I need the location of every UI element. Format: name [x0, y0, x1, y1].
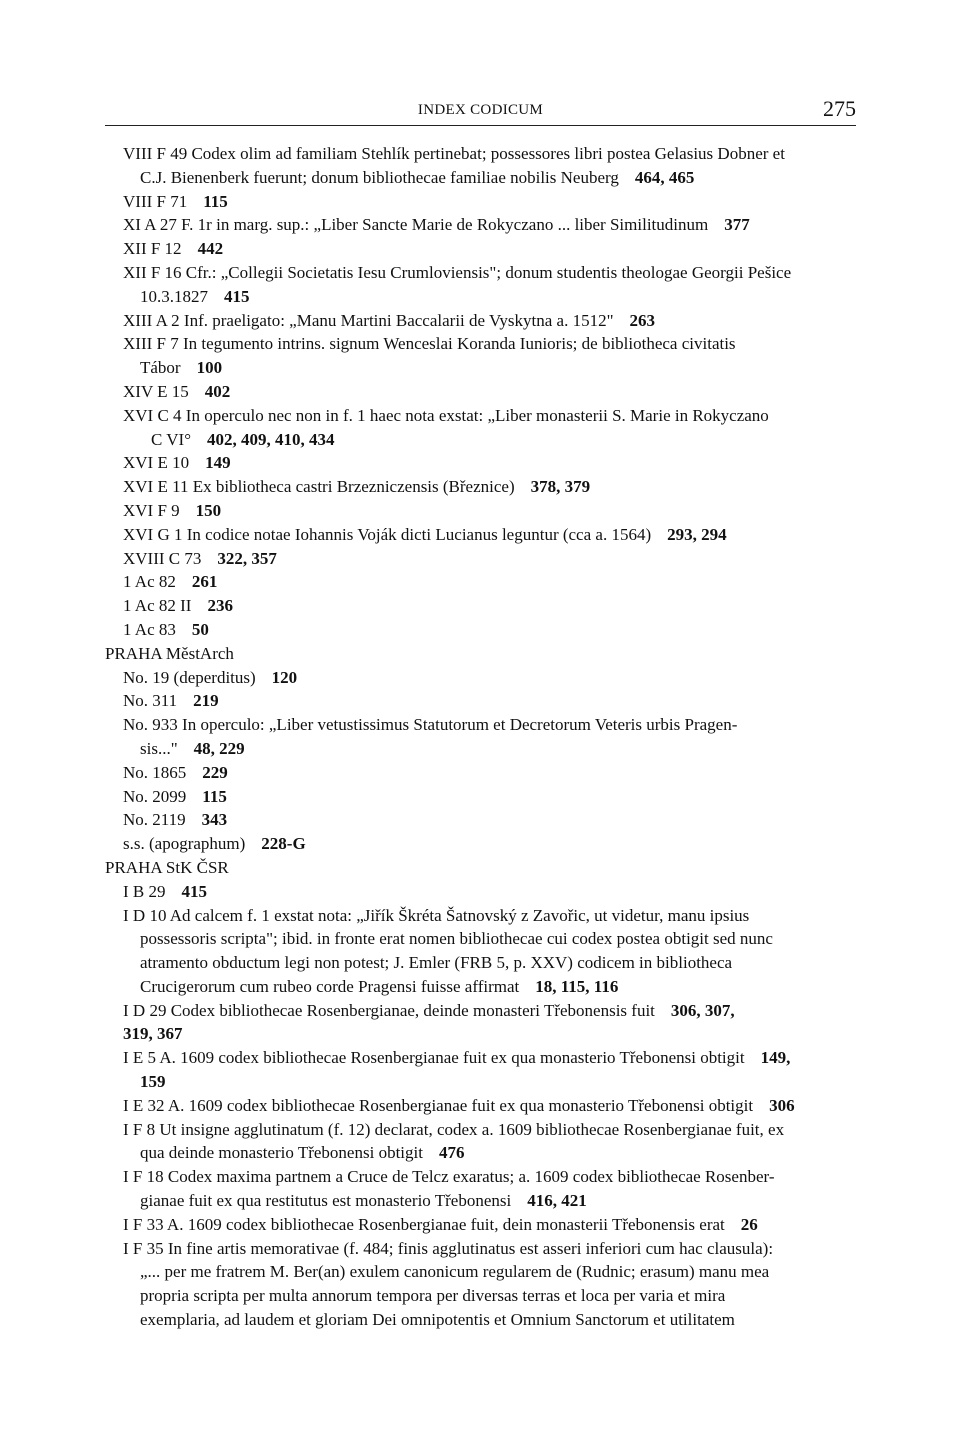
entry-text: XVIII C 73: [123, 548, 202, 568]
page-references: 219: [193, 691, 219, 711]
entry-text: No. 2119: [123, 810, 186, 830]
index-line: [105, 166, 856, 190]
index-line: [105, 499, 856, 523]
entry-text: I D 10 Ad calcem f. 1 exstat nota: „Jiřík Škréta Šatnovský z Zavořic, ut videtur, manu ipsius: [123, 905, 750, 925]
page-references: 378, 379: [530, 477, 591, 497]
entry-text: VIII F 49 Codex olim ad familiam Stehlík pertinebat; possessores libri postea Gelasius Dobner et: [123, 144, 785, 163]
index-line: [105, 666, 856, 690]
page-references: 228-G: [261, 834, 306, 854]
index-line: [105, 285, 856, 309]
page-references: 149,: [760, 1048, 791, 1068]
index-line: [105, 689, 856, 713]
page-references: 115: [203, 191, 228, 211]
index-line: [105, 618, 856, 642]
index-line: [105, 1260, 856, 1284]
index-line: [105, 904, 856, 928]
entry-text: C VI°: [151, 429, 192, 449]
index-line: [105, 927, 856, 951]
index-line: [105, 1237, 856, 1261]
index-line: [105, 594, 856, 618]
entry-text: I D 29 Codex bibliothecae Rosenbergianae, deinde monasteri Třebonensis fuit: [123, 1000, 655, 1020]
entry-text: exemplaria, ad laudem et gloriam Dei omnipotentis et Omnium Sanctorum et utilitatem: [140, 1310, 735, 1330]
index-line: [105, 1165, 856, 1189]
index-line: [105, 761, 856, 785]
entry-text: XVI E 10: [123, 453, 190, 473]
page-references: 402, 409, 410, 434: [207, 429, 335, 449]
entry-text: XII F 16 Cfr.: „Collegii Societatis Iesu Crumloviensis"; donum studentis theologae Georgii Pešice: [123, 262, 792, 282]
entry-text: XVI E 11 Ex bibliotheca castri Brzezniczensis (Březnice): [123, 477, 515, 497]
page-references: 120: [271, 667, 298, 687]
entry-text: XVI F 9: [123, 500, 180, 520]
entry-text: XIV E 15: [123, 381, 189, 401]
entry-text: sis...": [140, 738, 178, 758]
index-line: [105, 1070, 856, 1094]
index-line: [105, 642, 856, 666]
entry-text: Tábor: [140, 358, 181, 378]
page-references: 415: [181, 881, 207, 901]
index-line: [105, 1094, 856, 1118]
index-line: [105, 1189, 856, 1213]
page-references: 18, 115, 116: [535, 976, 619, 996]
entry-text: I F 8 Ut insigne agglutinatum (f. 12) declarat, codex a. 1609 bibliothecae Rosenbergianae fuit, ex: [123, 1119, 785, 1139]
entry-text: No. 1865: [123, 762, 187, 782]
entry-text: I E 5 A. 1609 codex bibliothecae Rosenbergianae fuit ex qua monasterio Třebonensi obtigit: [123, 1048, 745, 1068]
running-title: INDEX CODICUM: [417, 102, 544, 118]
entry-text: No. 19 (deperditus): [123, 667, 256, 687]
page-references: 319, 367: [123, 1024, 183, 1044]
page-references: 229: [202, 762, 228, 782]
index-line: [105, 142, 856, 166]
entry-text: No. 933 In operculo: „Liber vetustissimus Statutorum et Decretorum Veteris urbis Pragen-: [123, 715, 738, 735]
page-references: 261: [191, 572, 218, 592]
entry-text: No. 2099: [123, 786, 187, 806]
entry-text: I F 18 Codex maxima partnem a Cruce de Telcz exaratus; a. 1609 codex bibliothecae Rosenber-: [123, 1167, 775, 1187]
entry-text: PRAHA MěstArch: [105, 643, 234, 663]
page-references: 343: [201, 810, 228, 830]
entry-text: I B 29: [123, 881, 166, 901]
page-number: 275: [823, 96, 856, 121]
entry-text: gianae fuit ex qua restitutus est monasterio Třebonensi: [140, 1191, 512, 1211]
index-line: [105, 880, 856, 904]
page-references: 415: [224, 286, 250, 306]
page-references: 293, 294: [667, 524, 727, 544]
page-references: 150: [195, 500, 222, 520]
index-line: [105, 951, 856, 975]
index-body: [105, 142, 856, 1332]
index-line: [105, 523, 856, 547]
entry-text: atramento obductum legi non potest; J. Emler (FRB 5, p. XXV) codicem in bibliotheca: [140, 953, 733, 973]
index-line: [105, 213, 856, 237]
page-references: 322, 357: [217, 548, 277, 568]
page-references: 402: [204, 381, 231, 401]
index-line: [105, 808, 856, 832]
page-references: 442: [197, 239, 224, 259]
entry-text: 1 Ac 82 II: [123, 596, 192, 616]
index-line: [105, 356, 856, 380]
index-line: [105, 309, 856, 333]
index-line: [105, 713, 856, 737]
page-references: 115: [202, 786, 227, 806]
page-references: 306: [769, 1095, 795, 1115]
entry-text: I F 33 A. 1609 codex bibliothecae Rosenbergianae fuit, dein monasterii Třebonensis erat: [123, 1214, 725, 1234]
index-line: [105, 547, 856, 571]
index-line: [105, 261, 856, 285]
index-line: [105, 832, 856, 856]
index-line: [105, 380, 856, 404]
index-line: [105, 451, 856, 475]
page-references: 306, 307,: [670, 1000, 735, 1020]
entry-text: I E 32 A. 1609 codex bibliothecae Rosenbergianae fuit ex qua monasterio Třebonensi obtigit: [123, 1095, 754, 1115]
index-line: [105, 190, 856, 214]
page-references: 263: [629, 310, 656, 330]
index-line: [105, 1213, 856, 1237]
index-line: [105, 1046, 856, 1070]
entry-text: 1 Ac 82: [123, 572, 176, 592]
index-line: [105, 975, 856, 999]
entry-text: propria scripta per multa annorum tempora per diversas terras et loca per varia et mira: [140, 1286, 726, 1306]
entry-text: 1 Ac 83: [123, 619, 176, 639]
index-line: [105, 999, 856, 1023]
index-line: [105, 785, 856, 809]
entry-text: XVI C 4 In operculo nec non in f. 1 haec nota exstat: „Liber monasterii S. Marie in Rokyczano: [123, 405, 769, 425]
index-line: [105, 1308, 856, 1332]
entry-text: I F 35 In fine artis memorativae (f. 484; finis agglutinatus est asseri inferiori cum hac clausula):: [123, 1238, 774, 1258]
entry-text: qua deinde monasterio Třebonensi obtigit: [140, 1143, 423, 1163]
index-line: [105, 237, 856, 261]
page-references: 464, 465: [634, 167, 695, 187]
entry-text: XII F 12: [123, 239, 182, 259]
index-line: [105, 1141, 856, 1165]
index-line: [105, 1118, 856, 1142]
entry-text: No. 311: [123, 691, 178, 711]
entry-text: possessoris scripta"; ibid. in fronte erat nomen bibliothecae cui codex postea obtigit sed nunc: [140, 929, 773, 949]
entry-text: Crucigerorum cum rubeo corde Pragensi fuisse affirmat: [140, 976, 520, 996]
index-line: [105, 856, 856, 880]
index-line: [105, 570, 856, 594]
entry-text: PRAHA StK ČSR: [105, 857, 229, 877]
index-line: [105, 428, 856, 452]
entry-text: XIII A 2 Inf. praeligato: „Manu Martini Baccalarii de Vyskytna a. 1512": [123, 310, 614, 330]
entry-text: XIII F 7 In tegumento intrins. signum Wenceslai Koranda Iunioris; de bibliotheca civitatis: [123, 334, 736, 354]
page-references: 476: [438, 1143, 465, 1163]
page-references: 48, 229: [193, 738, 245, 758]
entry-text: VIII F 71: [123, 191, 188, 211]
page-references: 26: [740, 1214, 758, 1234]
page-references: 159: [140, 1072, 166, 1092]
page-references: 149: [205, 453, 231, 473]
index-line: [105, 1284, 856, 1308]
page-references: 50: [191, 619, 209, 639]
index-line: [105, 404, 856, 428]
header-rule: [105, 125, 856, 126]
page-references: 416, 421: [527, 1191, 587, 1211]
entry-text: „... per me fratrem M. Ber(an) exulem canonicum regularem de (Rudnic; erasum) manu mea: [140, 1262, 770, 1282]
page-references: 377: [724, 215, 750, 235]
entry-text: 10.3.1827: [140, 286, 208, 306]
entry-text: s.s. (apographum): [123, 834, 246, 854]
page-references: 100: [196, 358, 223, 378]
entry-text: XI A 27 F. 1r in marg. sup.: „Liber Sancte Marie de Rokyczano ... liber Similitudinum: [123, 215, 709, 235]
page-references: 236: [207, 596, 233, 616]
index-line: [105, 332, 856, 356]
index-line: [105, 1022, 856, 1046]
entry-text: C.J. Bienenberk fuerunt; donum bibliothecae familiae nobilis Neuberg: [140, 167, 619, 187]
index-line: [105, 475, 856, 499]
index-line: [105, 737, 856, 761]
entry-text: XVI G 1 In codice notae Iohannis Voják dicti Lucianus leguntur (cca a. 1564): [123, 524, 652, 544]
running-header: [105, 96, 856, 124]
